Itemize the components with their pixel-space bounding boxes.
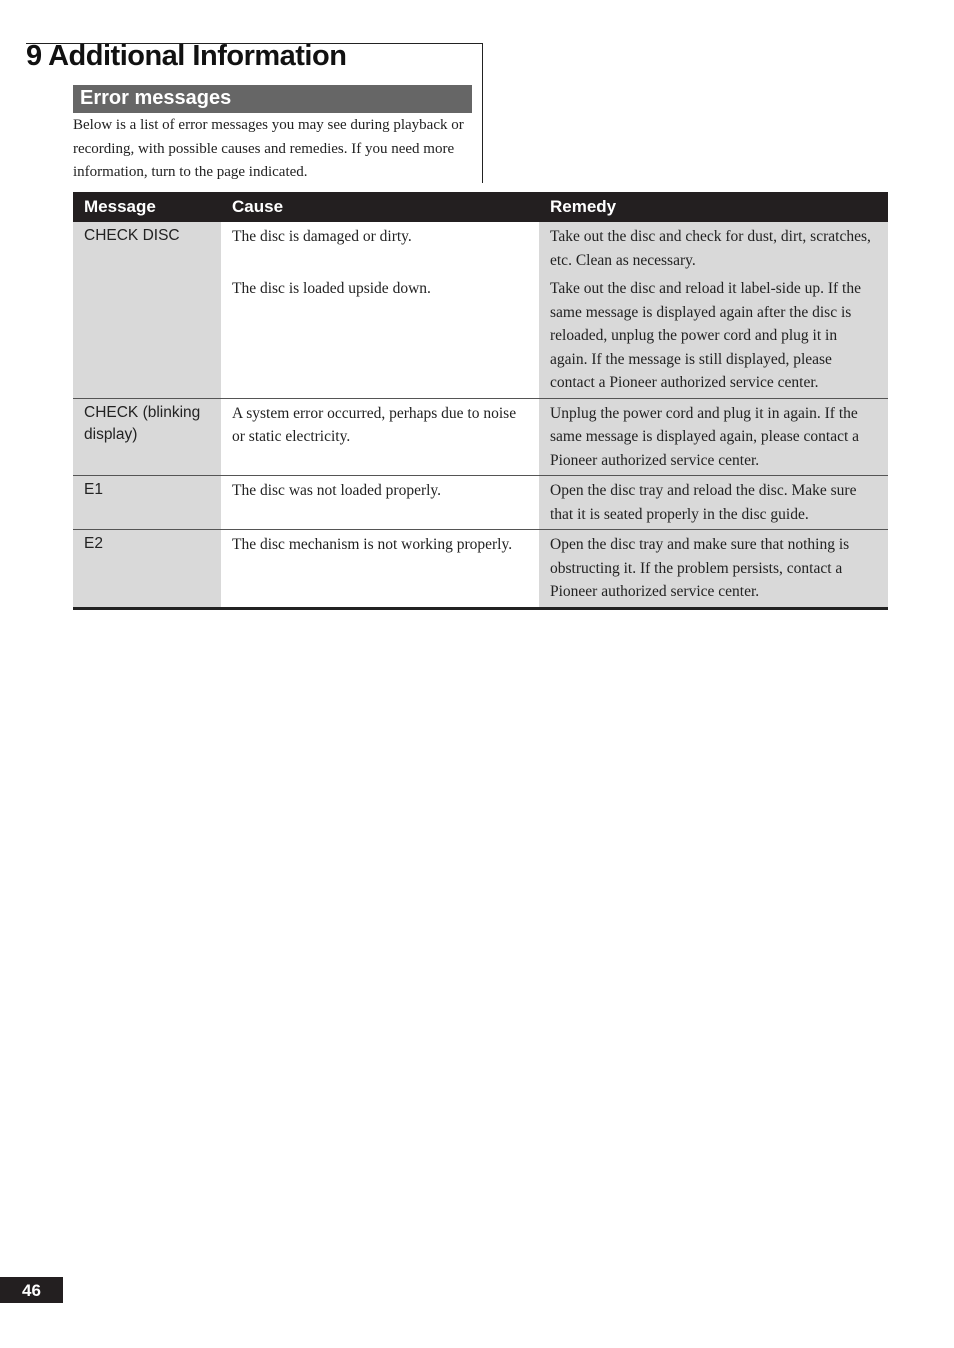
header-remedy: Remedy xyxy=(539,192,888,222)
cause-cell xyxy=(221,530,539,609)
cause-cell xyxy=(221,222,539,398)
remedy-text: Open the disc tray and reload the disc. Make sure that it is seated properly in the disc guide. xyxy=(550,482,857,523)
remedy-text: Unplug the power cord and plug it in again. If the same message is displayed again, please contact a Pioneer authorized service center. xyxy=(550,404,860,469)
message-cell: E2 xyxy=(73,530,221,609)
cause-text: The disc is loaded upside down. xyxy=(232,280,431,297)
remedy-text: Open the disc tray and make sure that nothing is obstructing it. If the problem persists, contact a Pioneer authorized service center. xyxy=(550,536,850,600)
error-messages-table xyxy=(73,192,888,610)
section-title: Error messages xyxy=(80,87,232,109)
cause-text: The disc mechanism is not working properly. xyxy=(232,536,513,553)
table-row xyxy=(73,530,888,609)
remedy-text: Take out the disc and check for dust, dirt, scratches, etc. Clean as necessary. xyxy=(550,228,871,269)
header-message: Message xyxy=(73,192,221,222)
page-number: 46 xyxy=(0,1277,63,1303)
header-cause: Cause xyxy=(221,192,539,222)
cause-text: A system error occurred, perhaps due to noise or static electricity. xyxy=(232,404,517,445)
cause-text: The disc is damaged or dirty. xyxy=(232,228,412,245)
message-cell: CHECK DISC xyxy=(73,222,221,398)
cause-text: The disc was not loaded properly. xyxy=(232,482,442,499)
remedy-cell xyxy=(539,476,888,530)
remedy-text: Take out the disc and reload it label-side up. If the same message is displayed again after the disc is reloaded, unplug the power cord and plug it in again. If the message is still displayed, please contact a Pioneer authorized service center. xyxy=(550,280,861,391)
cause-cell xyxy=(221,398,539,476)
table-header-row xyxy=(73,192,888,222)
remedy-cell xyxy=(539,530,888,609)
section-header-bar xyxy=(73,85,472,113)
message-cell: E1 xyxy=(73,476,221,530)
remedy-cell xyxy=(539,222,888,398)
table-row xyxy=(73,398,888,476)
chapter-title: 9 Additional Information xyxy=(26,40,347,72)
cause-cell xyxy=(221,476,539,530)
table-row xyxy=(73,222,888,398)
message-cell: CHECK (blinking display) xyxy=(73,398,221,476)
table-row xyxy=(73,476,888,530)
remedy-cell xyxy=(539,398,888,476)
section-intro: Below is a list of error messages you may see during playback or recording, with possible causes and remedies. If you need more information, turn to the page indicated. xyxy=(73,117,464,180)
